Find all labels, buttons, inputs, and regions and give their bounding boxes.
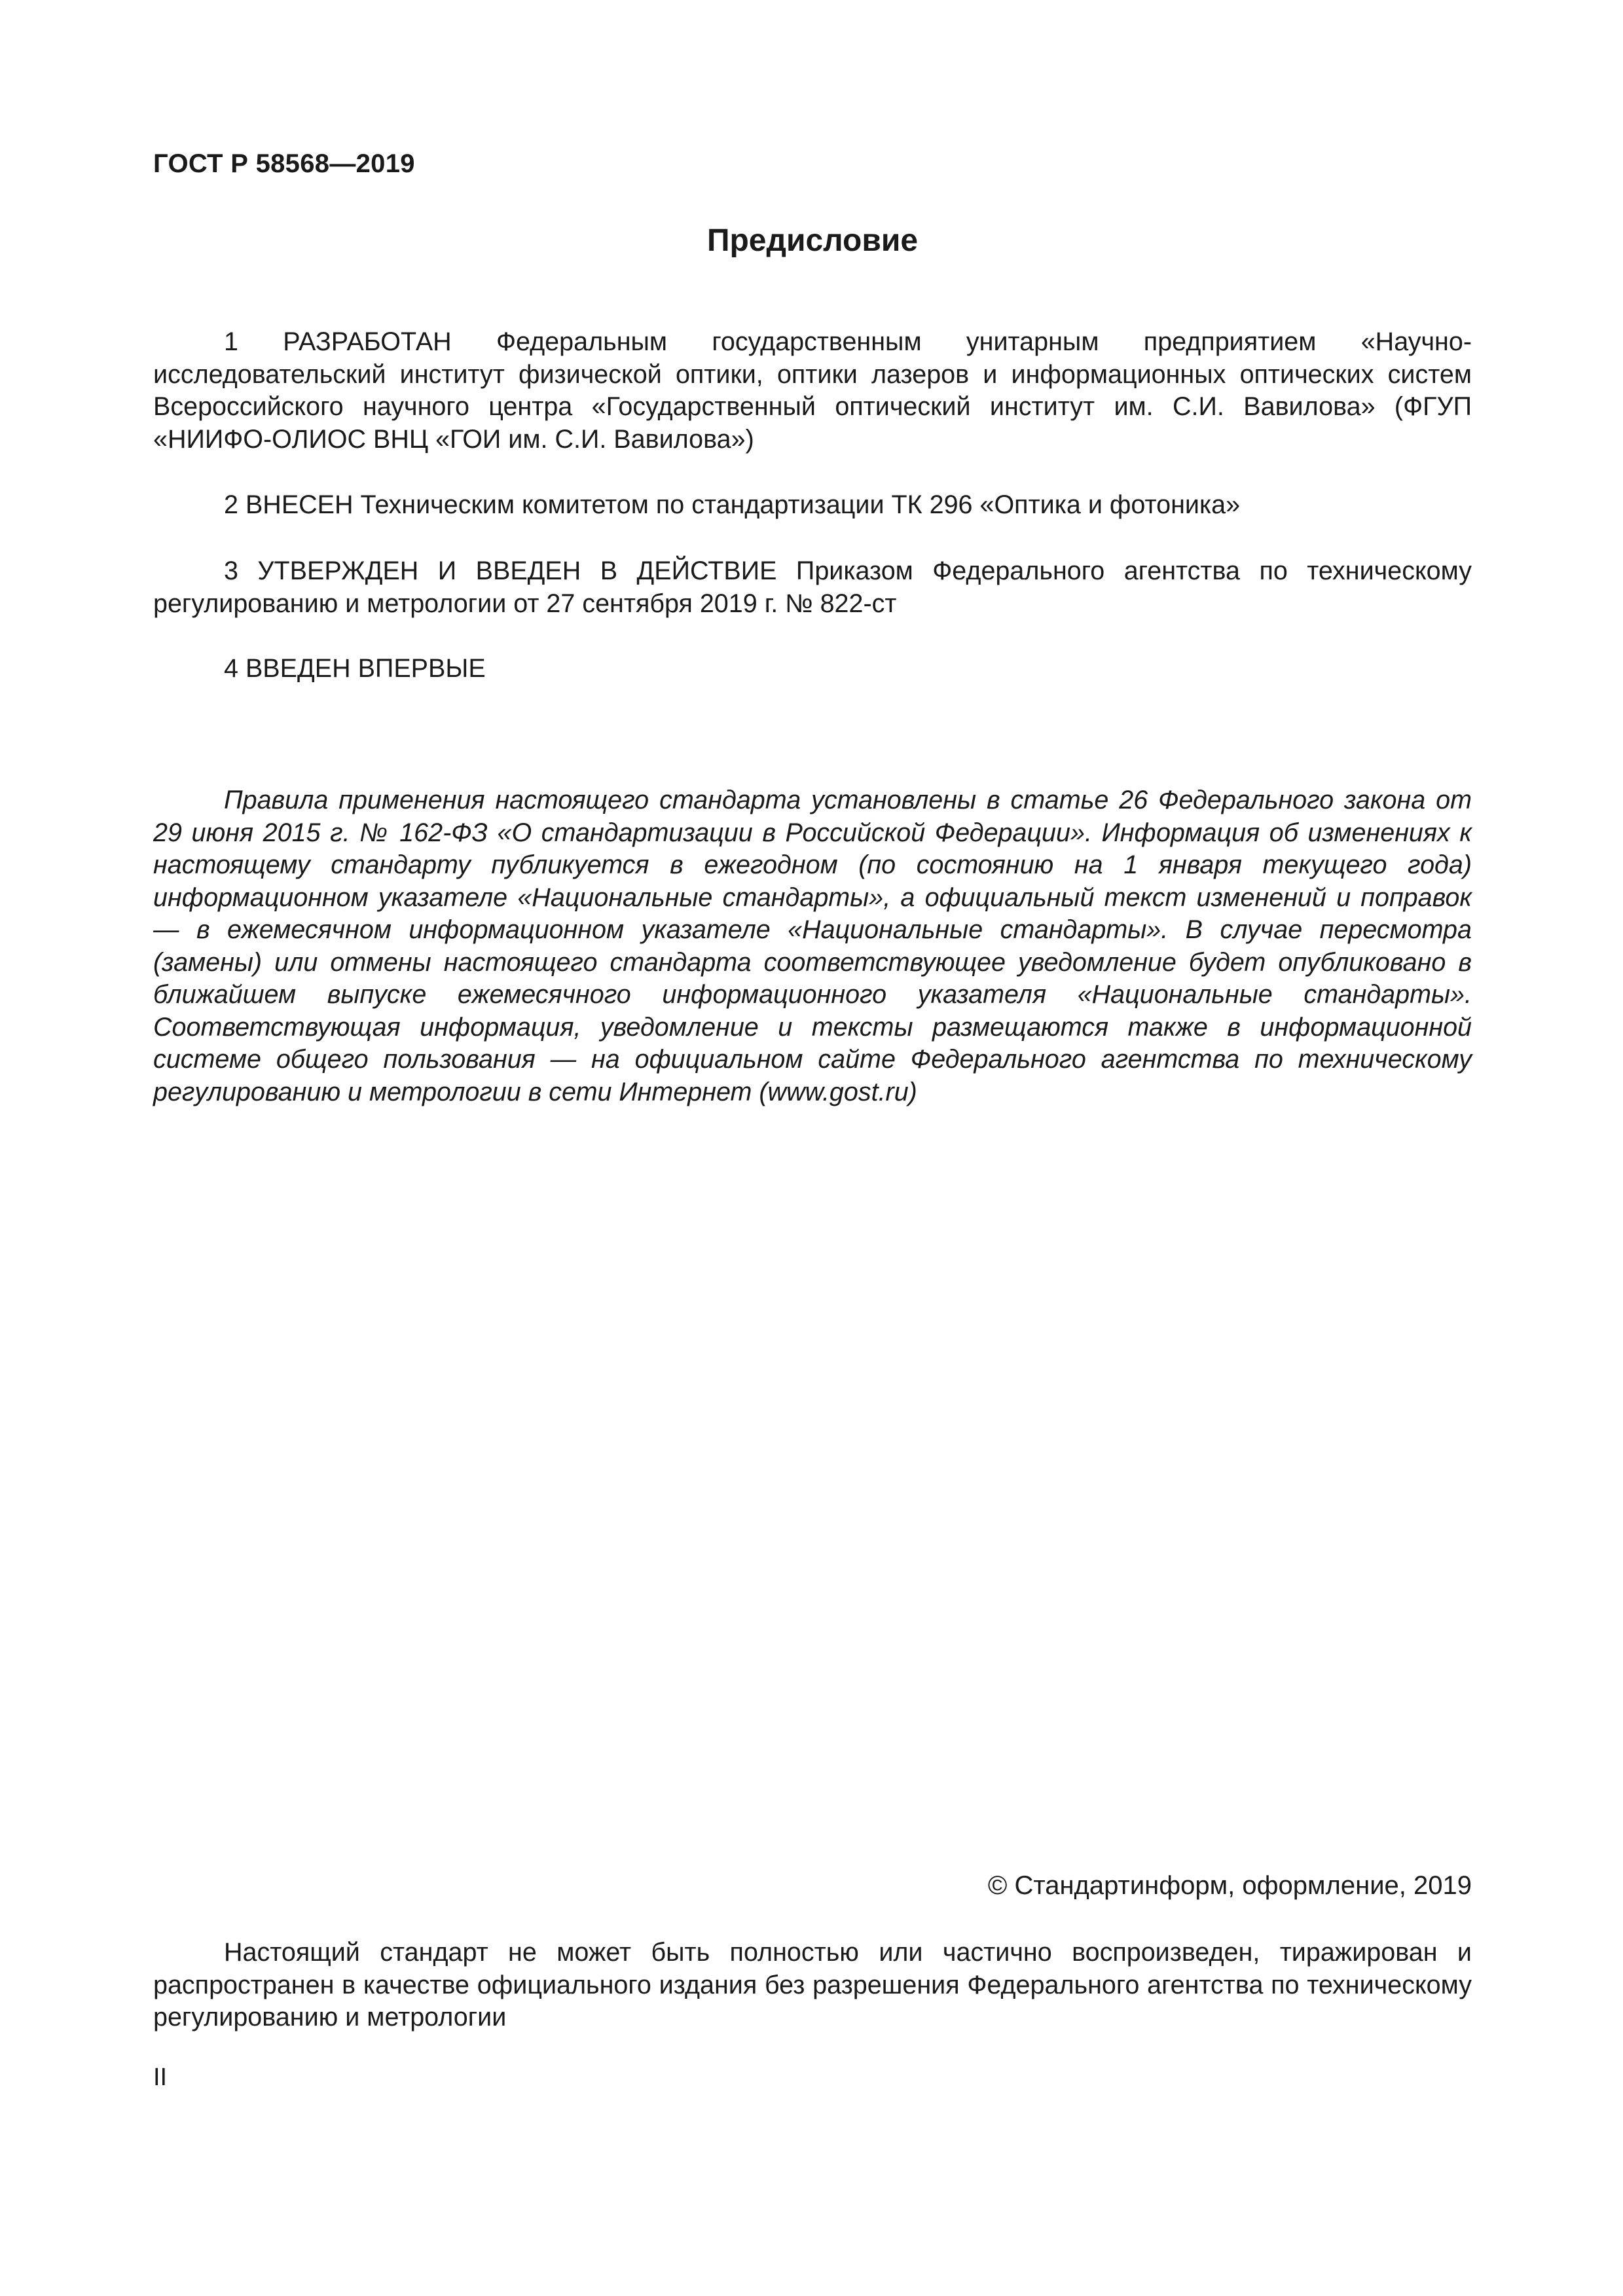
paragraph-application-rules: Правила применения настоящего стандарта установлены в статье 26 Федерального закона от 29 июня 2015 г. № 162-ФЗ «О стандартизации в Российской Федерации». Информация об изменениях к настоящему стандарту публикуется в ежегодном (по состоянию на 1 января текущего года) информационном указателе «Национальные стандарты», а официальный текст изменений и поправок — в ежемесячном информационном указателе «Национальные стандарты». В случае пересмотра (замены) или отмены настоящего стандарта соответствующее уведомление будет опубликовано в ближайшем выпуске ежемесячного информационного указателя «Национальные стандарты». Соответствующая информация, уведомление и тексты размещаются также в информационной системе общего пользования — на официальном сайте Федерального агентства по техническому регулированию и метрологии в сети Интернет (www.gost.ru) xyxy=(153,786,1472,1106)
paragraph-submitted-by: 2 ВНЕСЕН Техническим комитетом по стандартизации ТК 296 «Оптика и фотоника» xyxy=(224,490,1241,519)
copyright-notice: © Стандартинформ, оформление, 2019 xyxy=(987,1871,1472,1900)
paragraph-introduced: 4 ВВЕДЕН ВПЕРВЫЕ xyxy=(224,654,486,683)
page-number: II xyxy=(153,2064,168,2091)
page-title: Предисловие xyxy=(706,223,919,258)
paragraph-approved: 3 УТВЕРЖДЕН И ВВЕДЕН В ДЕЙСТВИЕ Приказом Федерального агентства по техническому регулированию и метрологии от 27 сентября 2019 г. № 822-ст xyxy=(153,556,1472,618)
document-code: ГОСТ Р 58568—2019 xyxy=(153,149,415,178)
paragraph-developed-by: 1 РАЗРАБОТАН Федеральным государственным унитарным предприятием «Научно-исследовательский институт физической оптики, оптики лазеров и информационных оптических систем Всероссийского научного центра «Государственный оптический институт им. С.И. Вавилова» (ФГУП «НИИФО-ОЛИОС ВНЦ «ГОИ им. С.И. Вавилова») xyxy=(153,327,1472,454)
paragraph-reproduction-notice: Настоящий стандарт не может быть полностью или частично воспроизведен, тиражирован и распространен в качестве официального издания без разрешения Федерального агентства по техническому регулированию и метрологии xyxy=(153,1938,1472,2032)
